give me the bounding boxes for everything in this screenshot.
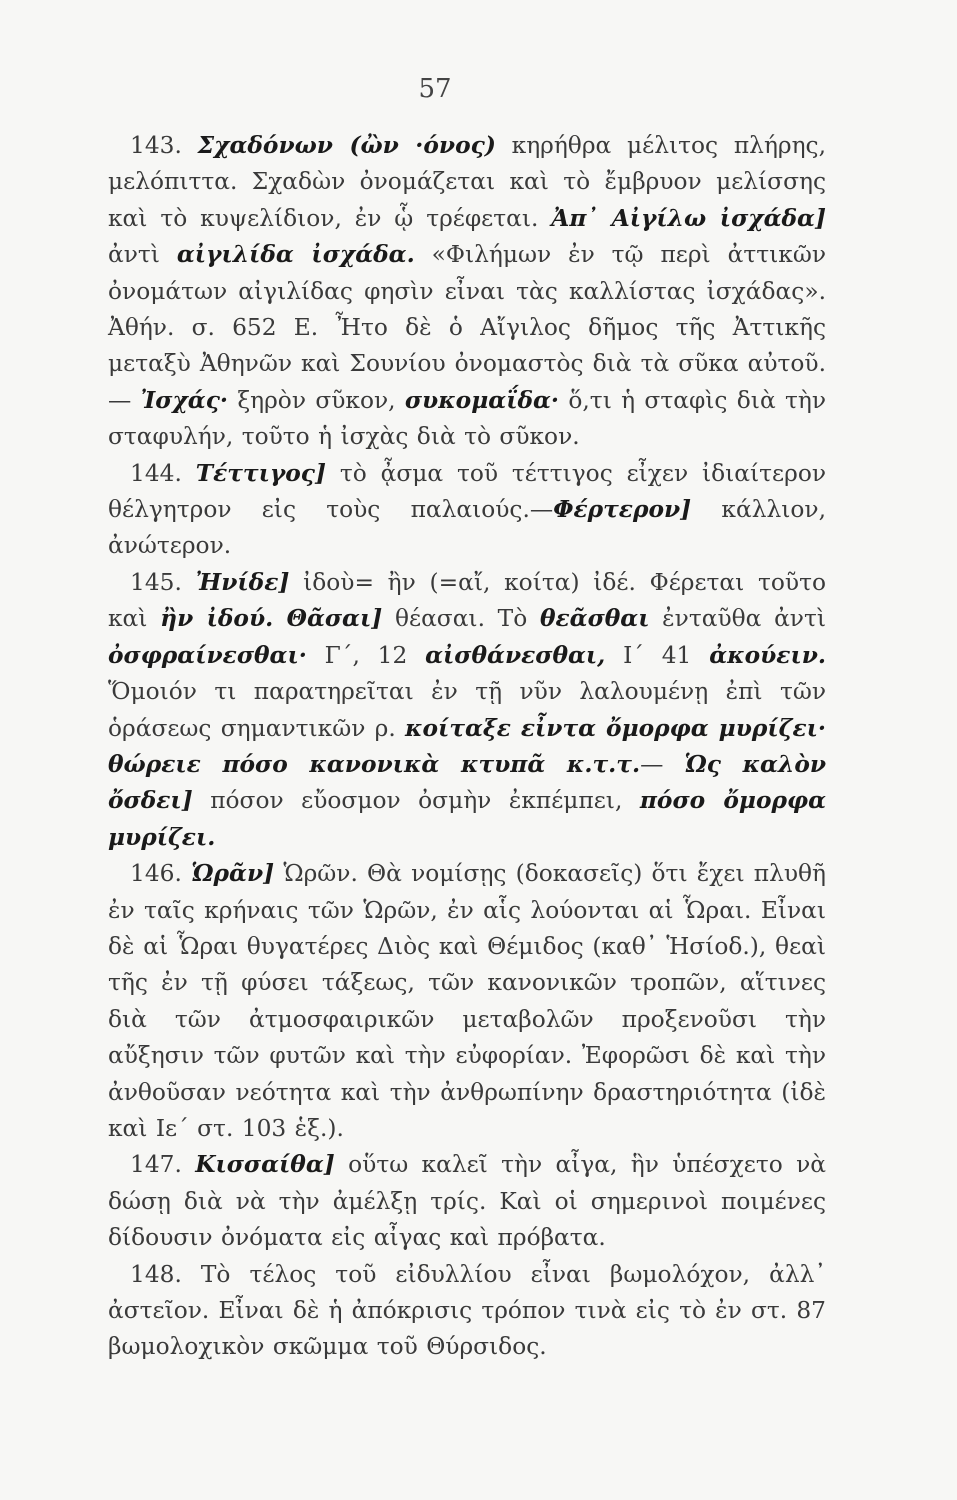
note-text: Γ΄, 12 [306, 641, 426, 669]
lemma-text: ἢν ἰδού. Θᾶσαι] [160, 605, 383, 633]
note-text: «Φιλήμων ἐν τῷ περὶ ἀττικῶν ὀνομάτων αἰγιλίδας φησὶν εἶναι τὰς καλλίστας ἰσχάδας». Ἀθήν. σ. 652 Ε. Ἦτο δὲ ὁ Αἴγιλος δῆμος τῆς Ἀττικῆς μεταξὺ Ἀθηνῶν καὶ Σουνίου ὀνομαστὸς διὰ τὰ σῦκα αὐτοῦ.— [108, 241, 826, 414]
note-text: ἰδοὺ= ἢν (=αἴ, κοίτα) ἰδέ. Φέρεται τοῦτο καὶ [108, 568, 826, 633]
lemma-text: Ἰσχάς· [140, 386, 228, 414]
note-text: 146. [130, 860, 192, 888]
note-paragraph [108, 1147, 826, 1256]
note-paragraph [108, 856, 826, 1147]
commentary-text [108, 128, 826, 1366]
lemma-text: συκομαΐδα· [404, 386, 560, 414]
note-text: Ὡρῶν. Θὰ νομίσῃς (δοκασεῖς) ὅτι ἔχει πλυθῆ ἐν ταῖς κρήναις τῶν Ὡρῶν, ἐν αἷς λούονται αἱ Ὧραι. Εἶναι δὲ αἱ Ὧραι θυγατέρες Διὸς καὶ Θέμιδος (καθ᾽ Ἡσίοδ.), θεαὶ τῆς ἐν τῇ φύσει τάξεως, τῶν κανονικῶν τροπῶν, αἵτινες διὰ τῶν ἀτμοσφαιρικῶν μεταβολῶν προξενοῦσι τὴν αὔξησιν τῶν φυτῶν καὶ τὴν εὐφορίαν. Ἐφορῶσι δὲ καὶ τὴν ἀνθοῦσαν νεότητα καὶ τὴν ἀνθρωπίνην δραστηριότητα (ἰδὲ καὶ Ιε΄ στ. 103 ἑξ.). [108, 860, 827, 1142]
lemma-text: ὀσφραίνεσθαι· [108, 641, 307, 669]
note-text: ἐνταῦθα ἀντὶ [649, 605, 826, 633]
note-text: τὸ ᾆσμα τοῦ τέττιγος εἶχεν ἰδιαίτερον θέλγητρον εἰς τοὺς παλαιούς.— [108, 459, 827, 524]
note-text: ὅ,τι ἡ σταφὶς διὰ τὴν σταφυλήν, τοῦτο ἡ ἰσχὰς διὰ τὸ σῦκον. [108, 386, 827, 451]
lemma-text: Ἠνίδε] [195, 568, 290, 596]
note-text: 147. [130, 1151, 196, 1179]
note-paragraph [108, 128, 826, 456]
note-text: Ὅμοιόν τι παρατηρεῖται ἐν τῇ νῦν λαλουμένῃ ἐπὶ τῶν ὁράσεως σημαντικῶν ρ. [108, 678, 826, 742]
note-text: Ι΄ 41 [605, 641, 710, 669]
lemma-text: Σχαδόνων (ὢν ·όνος) [197, 132, 496, 159]
note-text: κηρήθρα μέλιτος πλήρης, μελόπιττα. Σχαδὼν ὀνομάζεται καὶ τὸ ἔμβρυον μελίσσης καὶ τὸ κυψελίδιον, ἐν ᾧ τρέφεται. [108, 132, 827, 232]
note-paragraph [108, 1257, 826, 1366]
lemma-text: Ὡς καλὸν ὄσδει] [108, 750, 827, 815]
lemma-text: Κισσαίθα] [195, 1151, 335, 1179]
lemma-text: πόσο ὄμορφα μυρίζει. [108, 787, 827, 851]
note-text: πόσον εὔοσμον ὀσμὴν ἐκπέμπει, [192, 787, 640, 815]
note-text: 145. [130, 568, 196, 596]
note-text: 148. Τὸ τέλος τοῦ εἰδυλλίου εἶναι βωμολόχον, ἀλλ᾽ ἀστεῖον. Εἶναι δὲ ἡ ἀπόκρισις τρόπον τινὰ εἰς τὸ ἐν στ. 87 βωμολοχικὸν σκῶμμα τοῦ Θύρσιδος. [108, 1260, 826, 1361]
lemma-text: κοίταξε εἶντα ὄμορφα μυρίζει· θώρειε πόσο κανονικὰ κτυπᾶ κ.τ.τ. [108, 714, 826, 778]
note-text: οὕτω καλεῖ τὴν αἶγα, ἣν ὑπέσχετο νὰ δώσῃ διὰ νὰ τὴν ἀμέλξῃ τρίς. Καὶ οἱ σημερινοὶ ποιμένες δίδουσιν ὀνόματα εἰς αἶγας καὶ πρόβατα. [108, 1151, 827, 1252]
lemma-text: Ἀπ᾽ Αἰγίλω ἰσχάδα] [551, 204, 826, 232]
note-paragraph [108, 565, 826, 856]
lemma-text: Ὡρᾶν] [191, 860, 275, 888]
lemma-text: αἰγιλίδα ἰσχάδα. [176, 241, 415, 269]
note-text: ξηρὸν σῦκον, [228, 386, 405, 414]
note-text: κάλλιον, ἀνώτερον. [108, 496, 826, 560]
note-text: ἀντὶ [108, 241, 177, 269]
note-text: 143. [130, 132, 198, 159]
lemma-text: αἰσθάνεσθαι, [425, 641, 606, 669]
lemma-text: ἀκούειν. [709, 641, 826, 669]
note-paragraph [108, 456, 826, 565]
note-text: θέασαι. Τὸ [382, 605, 540, 633]
note-text: — [640, 750, 685, 778]
lemma-text: θεᾶσθαι [539, 605, 650, 633]
lemma-text: Τέττιγος] [195, 459, 326, 487]
page-number: 57 [418, 74, 452, 104]
note-text: 144. [130, 459, 196, 487]
lemma-text: Φέρτερον] [553, 496, 692, 524]
